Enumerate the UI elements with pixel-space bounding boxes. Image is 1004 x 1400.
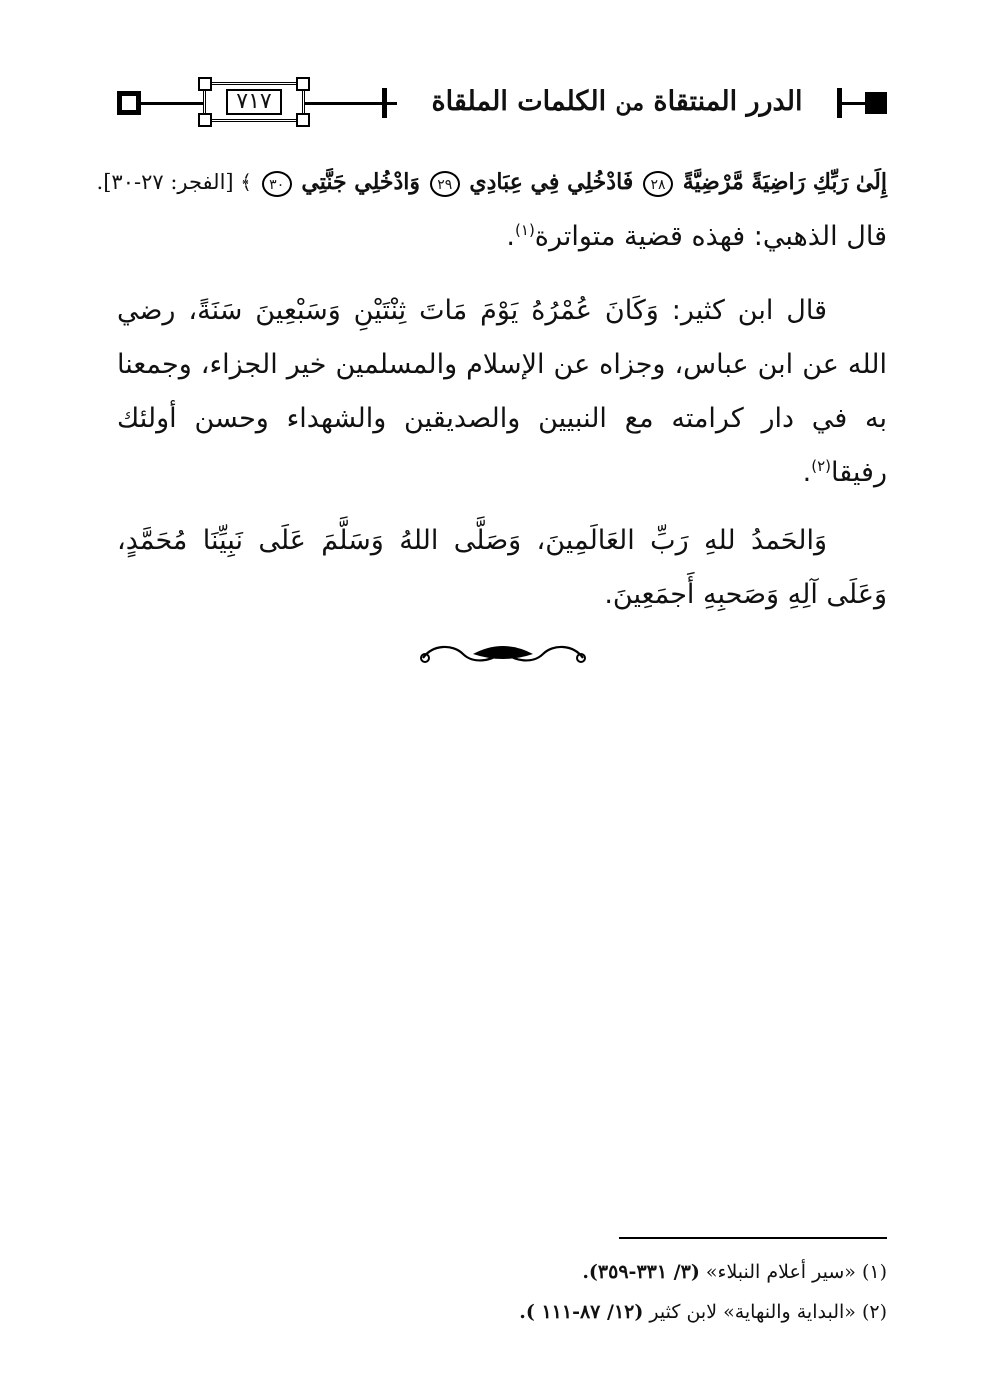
frame-corner xyxy=(296,77,310,91)
page-number-frame xyxy=(203,82,305,122)
footnote-marker-2: (٢) xyxy=(811,457,832,475)
section-end-ornament xyxy=(413,636,593,672)
running-title-part2: من xyxy=(615,90,645,116)
footnote-pages: (٣/ ٣٣١-٣٥٩). xyxy=(582,1261,700,1283)
header-square-right xyxy=(865,92,887,114)
ibn-kathir-period: . xyxy=(802,457,812,488)
footnote-source: «سير أعلام النبلاء» xyxy=(705,1261,856,1283)
ayah-number-mark: ٢٨ xyxy=(643,171,673,197)
dhahabi-text: قال الذهبي: فهذه قضية متواترة xyxy=(534,221,887,252)
frame-corner xyxy=(198,77,212,91)
frame-corner xyxy=(198,113,212,127)
footnote-1 xyxy=(117,1254,887,1290)
closing-text: وَالحَمدُ للهِ رَبِّ العَالَمِينَ، وَصَلَّى اللهُ وَسَلَّمَ عَلَى نَبِيِّنَا مُحَمَّدٍ، وَعَلَى آلِهِ وَصَحبِهِ أَجمَعِينَ. xyxy=(117,525,887,610)
paragraph-ibn-kathir xyxy=(117,284,887,500)
dhahabi-period: . xyxy=(506,221,516,252)
frame-corner xyxy=(296,113,310,127)
running-title-part1: الدرر المنتقاة xyxy=(653,86,803,117)
header-bar-right xyxy=(837,88,842,118)
header-bar-middle xyxy=(382,88,387,118)
footnote-2 xyxy=(117,1294,887,1330)
footnote-divider xyxy=(619,1237,887,1239)
footnote-marker-1: (١) xyxy=(515,221,535,239)
ayah-number-mark: ٣٠ xyxy=(262,171,292,197)
quran-end-bracket: ﴾ xyxy=(240,170,253,194)
surah-reference: [الفجر: ٢٧-٣٠]. xyxy=(96,170,234,194)
running-title-part3: الكلمات الملقاة xyxy=(431,86,607,117)
ayah-number-mark: ٢٩ xyxy=(430,171,460,197)
page-number: ٧١٧ xyxy=(226,89,282,115)
paragraph-dhahabi xyxy=(117,210,887,264)
footnote-number: (٢) xyxy=(861,1301,887,1323)
paragraph-closing xyxy=(117,514,887,622)
footnote-number: (١) xyxy=(861,1261,887,1283)
running-title xyxy=(397,82,837,122)
verse-text: إِلَىٰ رَبِّكِ رَاضِيَةً مَّرْضِيَّةً xyxy=(682,169,887,195)
verse-text: فَادْخُلِي فِي عِبَادِي xyxy=(469,169,634,195)
quran-verses xyxy=(96,157,887,207)
footnote-pages: (١٢/ ٨٧-١١١ ). xyxy=(519,1301,644,1323)
ibn-kathir-text: قال ابن كثير: وَكَانَ عُمْرُهُ يَوْمَ مَاتَ ثِنْتَيْنِ وَسَبْعِينَ سَنَةً، رضي الله عن ابن عباس، وجزاه عن الإسلام والمسلمين خير الجزاء، وجمعنا به في دار كرامته مع النبيين والصديقين والشهداء وحسن أولئك رفيقا xyxy=(117,295,887,488)
footnote-source: «البداية والنهاية» لابن كثير xyxy=(649,1301,856,1323)
verse-text: وَادْخُلِي جَنَّتِي xyxy=(301,169,421,195)
header-square-left xyxy=(117,91,141,115)
page-header xyxy=(117,80,887,126)
